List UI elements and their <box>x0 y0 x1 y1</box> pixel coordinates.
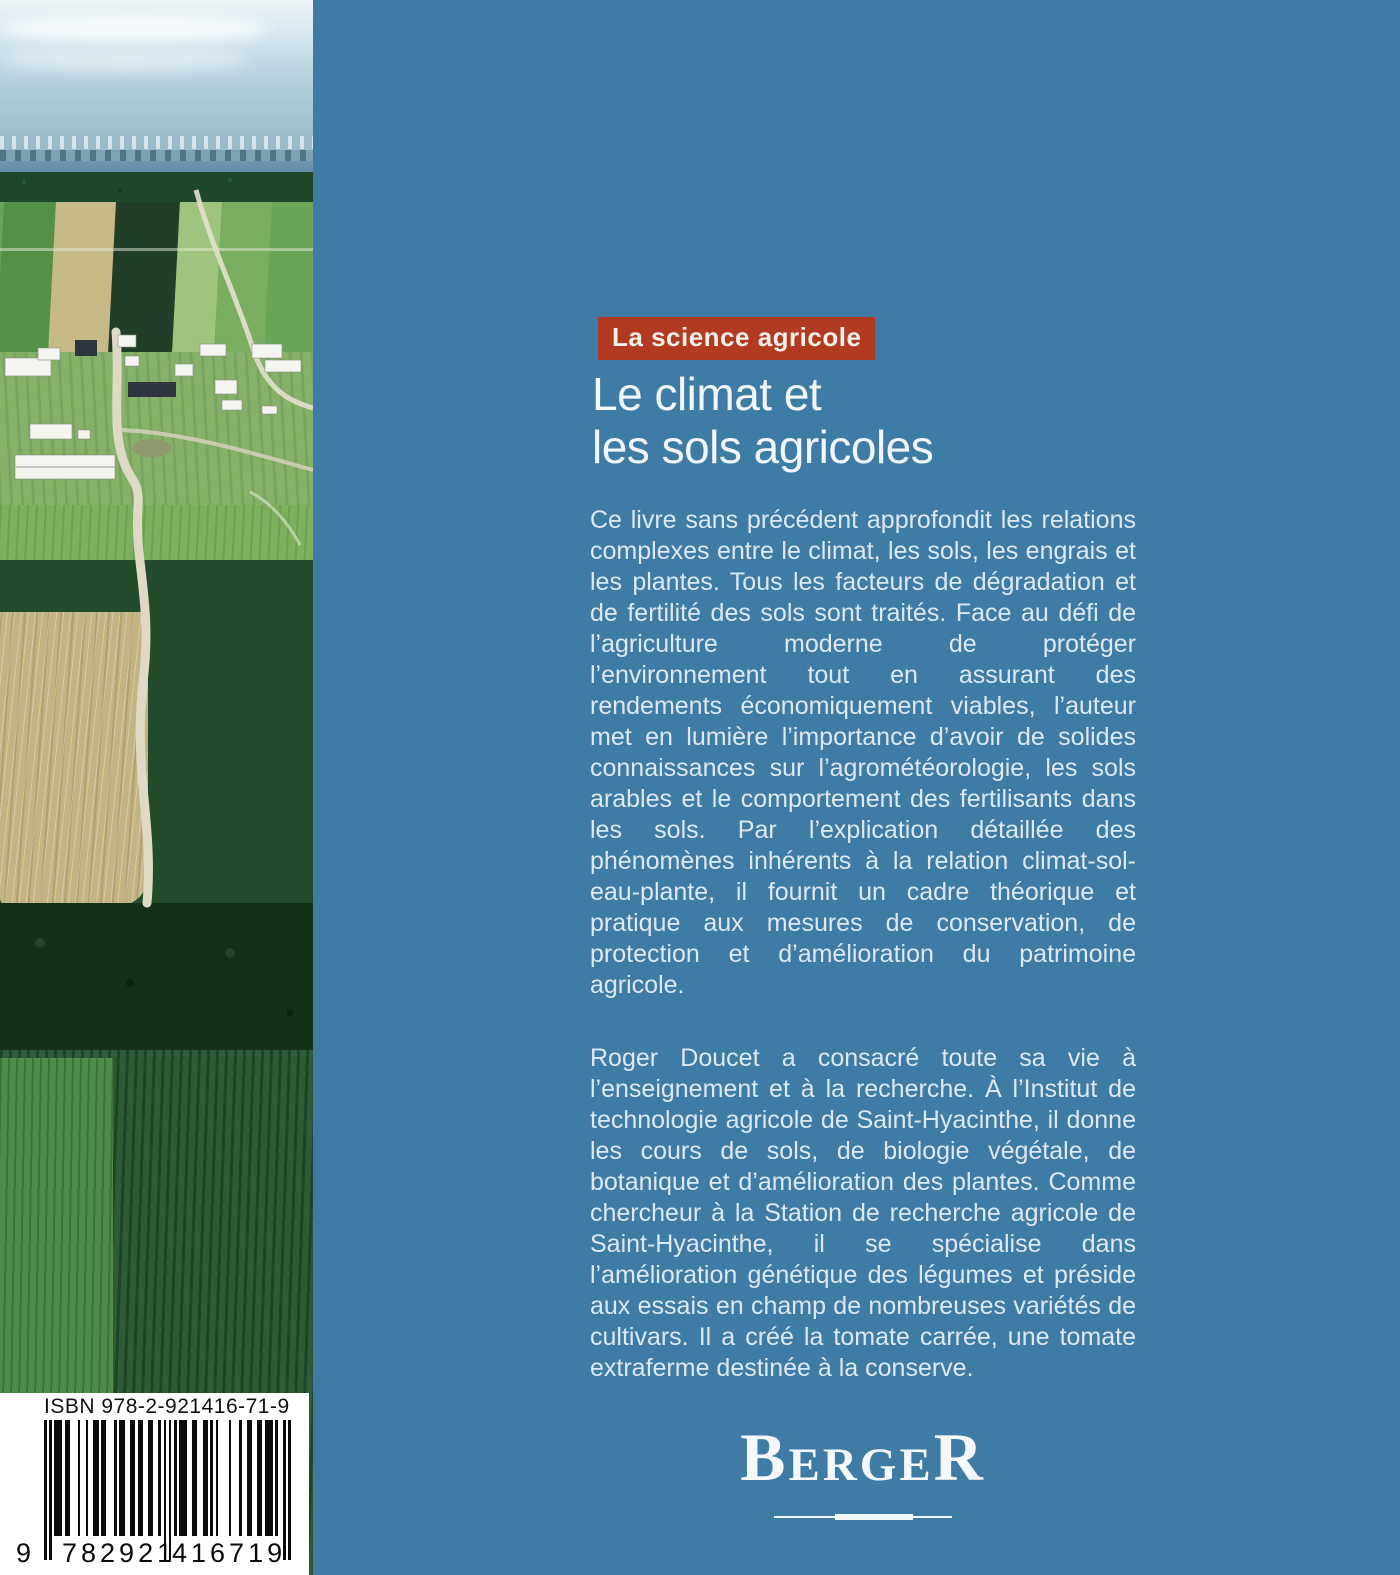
publisher-logo <box>590 1419 1136 1521</box>
logo-letter-last: R <box>933 1419 986 1495</box>
barcode-digits <box>0 1538 309 1572</box>
book-title <box>592 368 933 474</box>
logo-underline <box>774 1513 952 1521</box>
isbn-label: ISBN 978-2-921416-71-9 <box>44 1395 290 1418</box>
series-badge: La science agricole <box>598 317 875 360</box>
title-line-1: Le climat et <box>592 368 822 420</box>
logo-letters-middle: ERGE <box>788 1439 934 1491</box>
title-line-2: les sols agricoles <box>592 421 934 473</box>
barcode-digit-group: 782921 <box>62 1538 177 1568</box>
barcode-digit-left: 9 <box>16 1538 32 1568</box>
back-cover-panel <box>313 0 1400 1575</box>
publisher-wordmark <box>590 1419 1136 1511</box>
aerial-farmland-photo <box>0 0 313 1575</box>
photo-roads-houses <box>0 0 313 1575</box>
synopsis-paragraph: Ce livre sans précédent approfondit les relations complexes entre le climat, les sols, les engrais et les plantes. Tous les facteurs de dégradation et de fertilité des sols sont traités. Face au défi de l’agriculture moderne de protéger l’environnement tout en assurant des rendements économiquement viables, l’auteur met en lumière l’importance d’avoir de solides connaissances sur l’agrométéorologie, les sols arables et le comportement des fertilisants dans les sols. Par l’explication détaillée des phénomènes inhérents à la relation climat-sol-eau-plante, il fournit un cadre théorique et pratique aux mesures de conservation, de protection et d’amélioration du patrimoine agricole. <box>590 506 1136 999</box>
logo-letter-first: B <box>740 1419 789 1495</box>
barcode-digit-group: 416719 <box>172 1538 287 1568</box>
author-bio-paragraph: Roger Doucet a consacré toute sa vie à l’enseignement et à la recherche. À l’Institut de technologie agricole de Saint-Hyacinthe, il donne les cours de sols, de biologie végétale, de botanique et d’amélioration des plantes. Comme chercheur à la Station de recherche agricole de Saint-Hyacinthe, il se spécialise dans l’amélioration génétique des légumes et préside aux essais en champ de nombreuses variétés de cultivars. Il a créé la tomate carrée, une tomate extraferme destinée à la conserve. <box>590 1044 1136 1382</box>
